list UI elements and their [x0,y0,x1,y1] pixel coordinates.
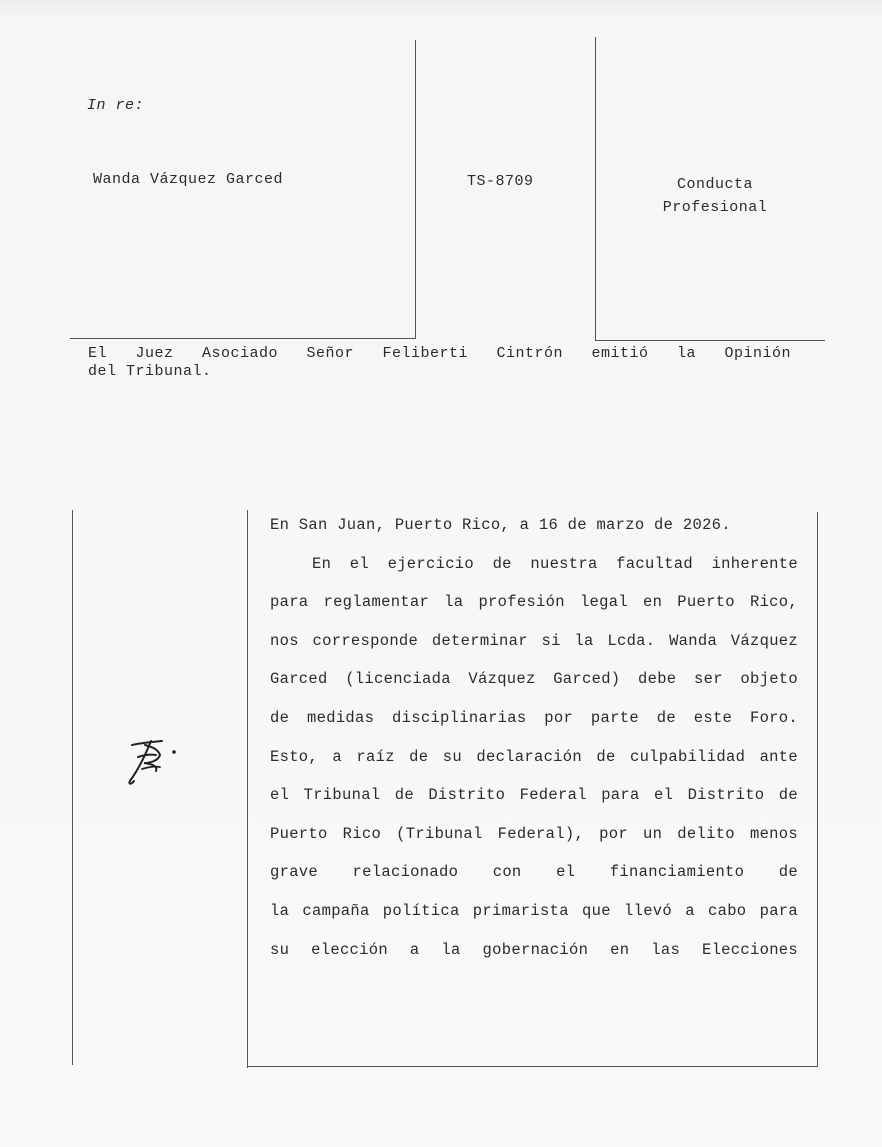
opinion-author-statement [88,345,791,381]
case-number: TS-8709 [467,173,534,190]
body-frame-bottom [247,1066,818,1067]
body-line-9: Puerto Rico (Tribunal Federal), por un delito menos [270,824,798,843]
body-line-4: nos corresponde determinar si la Lcda. Wanda Vázquez [270,631,798,650]
opinion-body [270,506,798,969]
body-line-2: En el ejercicio de nuestra facultad inherente [312,554,798,573]
caption-bottom-rule-left [70,338,416,339]
matter-type [600,173,830,219]
opinion-author-line-1: El Juez Asociado Señor Feliberti Cintrón emitió la Opinión [88,345,791,362]
initials-signature-mark [118,733,188,788]
party-name: Wanda Vázquez Garced [93,171,284,188]
body-line-8: el Tribunal de Distrito Federal para el Distrito de [270,786,798,805]
matter-line-2: Profesional [662,199,768,216]
body-line-1: En San Juan, Puerto Rico, a 16 de marzo de 2026. [270,516,731,534]
opinion-author-line-2: del Tribunal. [88,363,212,380]
body-line-3: para reglamentar la profesión legal en Puerto Rico, [270,593,798,612]
body-line-10: grave relacionado con el financiamiento de [270,863,798,882]
body-line-6: de medidas disciplinarias por parte de este Foro. [270,708,798,727]
body-line-12: su elección a la gobernación en las Elecciones [270,940,798,959]
body-frame-right [817,512,818,1066]
caption-divider-right [595,37,596,340]
body-line-5: Garced (licenciada Vázquez Garced) debe ser objeto [270,670,798,689]
body-line-7: Esto, a raíz de su declaración de culpabilidad ante [270,747,798,766]
margin-rule-left [72,510,73,1065]
body-line-11: la campaña política primarista que llevó a cabo para [270,901,798,920]
matter-line-1: Conducta [676,176,753,193]
in-re-label: In re: [87,97,145,114]
body-frame-left [247,510,248,1068]
caption-divider-left [415,40,416,338]
caption-bottom-rule-right [595,340,825,341]
